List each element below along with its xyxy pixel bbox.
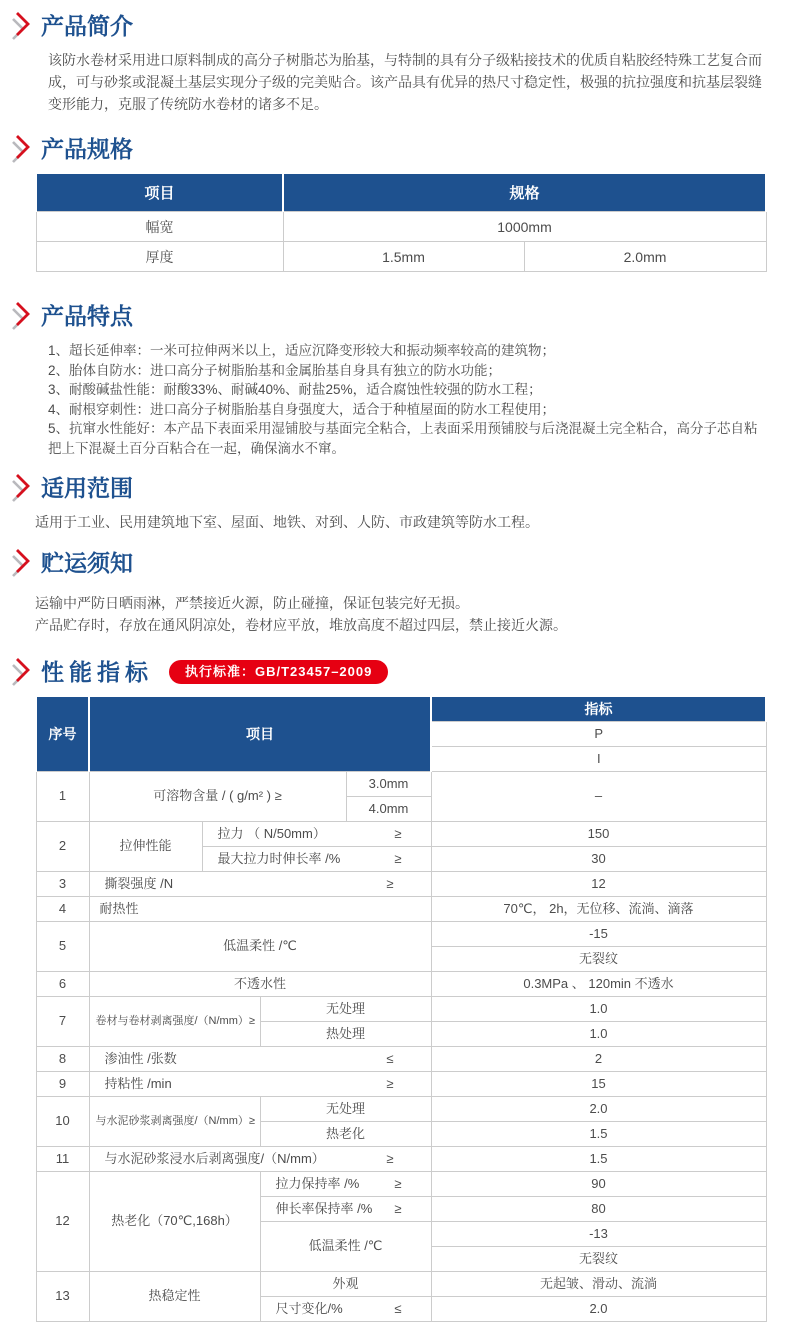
section-title: 产品规格 xyxy=(41,135,133,162)
section-heading-features xyxy=(10,300,765,331)
spec-row-thickness xyxy=(36,242,766,272)
sub-label xyxy=(202,822,431,847)
sub-label: 无处理 xyxy=(260,1097,431,1122)
sub-label xyxy=(260,1197,431,1222)
row-no: 13 xyxy=(36,1272,89,1322)
sub-label-text: 拉力保持率 /% xyxy=(275,1175,360,1191)
perf-row-9 xyxy=(36,1072,766,1097)
perf-row-5 xyxy=(36,922,766,947)
item-label-text: 撕裂强度 /N xyxy=(104,875,174,891)
operator-symbol: ≥ xyxy=(394,825,402,841)
item-label-text: 持粘性 /min xyxy=(104,1075,172,1091)
indicator-value: 2.0 xyxy=(431,1297,766,1322)
indicator-value: 90 xyxy=(431,1172,766,1197)
operator-symbol: ≥ xyxy=(394,1200,402,1216)
standard-badge: 执行标准：GB/T23457–2009 xyxy=(169,660,388,684)
sub-label: 外观 xyxy=(260,1272,431,1297)
performance-table xyxy=(35,695,767,1322)
row-no: 11 xyxy=(36,1147,89,1172)
spec-thickness-value-1: 1.5mm xyxy=(283,242,524,272)
item-label xyxy=(89,1147,431,1172)
section-heading-storage xyxy=(10,547,765,578)
indicator-value: 70℃， 2h，无位移、流淌、滴落 xyxy=(431,897,766,922)
spec-row-width xyxy=(36,212,766,242)
indicator-value: 30 xyxy=(431,847,766,872)
operator-symbol: ≤ xyxy=(386,1050,394,1066)
row-no: 5 xyxy=(36,922,89,972)
sub-label xyxy=(260,1172,431,1197)
item-label xyxy=(89,1072,431,1097)
sub-label-text: 伸长率保持率 /% xyxy=(275,1200,373,1216)
indicator-value: 无裂纹 xyxy=(431,1247,766,1272)
row-no: 4 xyxy=(36,897,89,922)
operator-symbol: ≥ xyxy=(386,875,394,891)
feature-item: 5、抗窜水性能好：本产品下表面采用湿铺胶与基面完全粘合，上表面采用预铺胶与后浇混凝土完全粘合，高分子芯自粘把上下混凝土百分百粘合在一起，确保滴水不窜。 xyxy=(48,421,758,456)
sub-label: 热处理 xyxy=(260,1022,431,1047)
sub-label: 低温柔性 /℃ xyxy=(260,1222,431,1272)
sub-label: 热老化 xyxy=(260,1122,431,1147)
indicator-value: 1.0 xyxy=(431,997,766,1022)
row-no: 1 xyxy=(36,772,89,822)
storage-line: 产品贮存时，存放在通风阴凉处，卷材应平放，堆放高度不超过四层，禁止接近火源。 xyxy=(35,617,567,633)
operator-symbol: ≥ xyxy=(394,850,402,866)
perf-row-3 xyxy=(36,872,766,897)
item-label: 不透水性 xyxy=(89,972,431,997)
sub-label: 4.0mm xyxy=(346,797,431,822)
perf-row-7 xyxy=(36,997,766,1022)
item-label xyxy=(89,1047,431,1072)
row-no: 6 xyxy=(36,972,89,997)
double-chevron-icon xyxy=(10,10,33,41)
indicator-value: -15 xyxy=(431,922,766,947)
item-label: 拉伸性能 xyxy=(89,822,202,872)
feature-list xyxy=(48,341,765,458)
item-label: 低温柔性 /℃ xyxy=(89,922,431,972)
sub-label xyxy=(260,1297,431,1322)
perf-row-4 xyxy=(36,897,766,922)
double-chevron-icon xyxy=(10,547,33,578)
section-heading-performance xyxy=(10,656,765,687)
spec-thickness-value-2: 2.0mm xyxy=(524,242,766,272)
grade-i: I xyxy=(431,747,766,772)
spec-thickness-label: 厚度 xyxy=(36,242,283,272)
indicator-value: 2 xyxy=(431,1047,766,1072)
perf-row-10 xyxy=(36,1097,766,1122)
indicator-value: -13 xyxy=(431,1222,766,1247)
item-label-text: 与水泥砂浆浸水后剥离强度/（N/mm） xyxy=(104,1150,325,1166)
double-chevron-icon xyxy=(10,472,33,503)
perf-header-no: 序号 xyxy=(36,696,89,772)
row-no: 12 xyxy=(36,1172,89,1272)
perf-header-index: 指标 xyxy=(431,696,766,722)
storage-line: 运输中严防日晒雨淋，严禁接近火源，防止碰撞，保证包装完好无损。 xyxy=(35,595,469,611)
spec-width-value: 1000mm xyxy=(283,212,766,242)
operator-symbol: ≥ xyxy=(394,1175,402,1191)
item-label: 耐热性 xyxy=(89,897,431,922)
perf-header-item: 项目 xyxy=(89,696,431,772)
row-no: 3 xyxy=(36,872,89,897)
grade-p: P xyxy=(431,722,766,747)
intro-paragraph: 该防水卷材采用进口原料制成的高分子树脂芯为胎基，与特制的具有分子级粘接技术的优质自粘胶经特殊工艺复合而成，可与砂浆或混凝土基层实现分子级的完美贴合。该产品具有优异的热尺寸稳定性，极强的抗拉强度和抗基层裂缝变形能力，克服了传统防水卷材的诸多不足。 xyxy=(48,52,762,112)
perf-header-row xyxy=(36,696,766,722)
indicator-value: 1.0 xyxy=(431,1022,766,1047)
section-title: 适用范围 xyxy=(41,474,133,501)
section-heading-spec xyxy=(10,133,765,164)
operator-symbol: ≥ xyxy=(386,1150,394,1166)
spec-header-row xyxy=(36,173,766,212)
item-label: 热稳定性 xyxy=(89,1272,260,1322)
perf-row-11 xyxy=(36,1147,766,1172)
scope-paragraph: 适用于工业、民用建筑地下室、屋面、地铁、对到、人防、市政建筑等防水工程。 xyxy=(35,514,539,530)
indicator-value: 无起皱、滑动、流淌 xyxy=(431,1272,766,1297)
perf-row-12 xyxy=(36,1172,766,1197)
indicator-value: 150 xyxy=(431,822,766,847)
perf-row-8 xyxy=(36,1047,766,1072)
section-heading-intro xyxy=(10,10,765,41)
indicator-value: 1.5 xyxy=(431,1147,766,1172)
indicator-value: 15 xyxy=(431,1072,766,1097)
perf-row-6 xyxy=(36,972,766,997)
double-chevron-icon xyxy=(10,656,33,687)
sub-label xyxy=(202,847,431,872)
spec-table xyxy=(35,172,767,272)
item-label: 可溶物含量 / ( g/m² ) ≥ xyxy=(89,772,346,822)
item-label xyxy=(89,872,431,897)
feature-item: 4、耐根穿刺性：进口高分子树脂胎基自身强度大，适合于种植屋面的防水工程使用； xyxy=(48,401,556,417)
indicator-value: 1.5 xyxy=(431,1122,766,1147)
perf-row-13 xyxy=(36,1272,766,1297)
operator-symbol: ≥ xyxy=(386,1075,394,1091)
sub-label: 3.0mm xyxy=(346,772,431,797)
section-title: 贮运须知 xyxy=(41,549,133,576)
row-no: 9 xyxy=(36,1072,89,1097)
sub-label-text: 拉力 （ N/50mm） xyxy=(217,825,326,841)
sub-label-text: 尺寸变化/% xyxy=(275,1300,343,1316)
section-heading-scope xyxy=(10,472,765,503)
row-no: 10 xyxy=(36,1097,89,1147)
spec-header-spec: 规格 xyxy=(283,173,766,212)
row-no: 8 xyxy=(36,1047,89,1072)
section-title: 产品简介 xyxy=(41,12,133,39)
indicator-value: – xyxy=(431,772,766,822)
feature-item: 3、耐酸碱盐性能：耐酸33%、耐碱40%、耐盐25%，适合腐蚀性较强的防水工程； xyxy=(48,382,542,397)
sub-label-text: 最大拉力时伸长率 /% xyxy=(217,850,341,866)
spec-header-item: 项目 xyxy=(36,173,283,212)
indicator-value: 2.0 xyxy=(431,1097,766,1122)
row-no: 7 xyxy=(36,997,89,1047)
feature-item: 2、胎体自防水：进口高分子树脂胎基和金属胎基自身具有独立的防水功能； xyxy=(48,362,502,378)
indicator-value: 80 xyxy=(431,1197,766,1222)
feature-item: 1、超长延伸率：一米可拉伸两米以上，适应沉降变形较大和振动频率较高的建筑物； xyxy=(48,343,556,358)
double-chevron-icon xyxy=(10,133,33,164)
item-label: 卷材与卷材剥离强度/（N/mm）≥ xyxy=(89,997,260,1047)
operator-symbol: ≤ xyxy=(394,1300,402,1316)
sub-label: 无处理 xyxy=(260,997,431,1022)
item-label-text: 渗油性 /张数 xyxy=(104,1050,177,1066)
section-title: 产品特点 xyxy=(41,302,133,329)
indicator-value: 12 xyxy=(431,872,766,897)
indicator-value: 无裂纹 xyxy=(431,947,766,972)
spec-width-label: 幅宽 xyxy=(36,212,283,242)
row-no: 2 xyxy=(36,822,89,872)
section-title: 性能指标 xyxy=(41,658,153,685)
indicator-value: 0.3MPa 、 120min 不透水 xyxy=(431,972,766,997)
item-label: 与水泥砂浆剥离强度/（N/mm）≥ xyxy=(89,1097,260,1147)
item-label: 热老化（70℃,168h） xyxy=(89,1172,260,1272)
perf-row-1 xyxy=(36,772,766,797)
double-chevron-icon xyxy=(10,300,33,331)
perf-row-2 xyxy=(36,822,766,847)
storage-notes xyxy=(35,592,765,636)
